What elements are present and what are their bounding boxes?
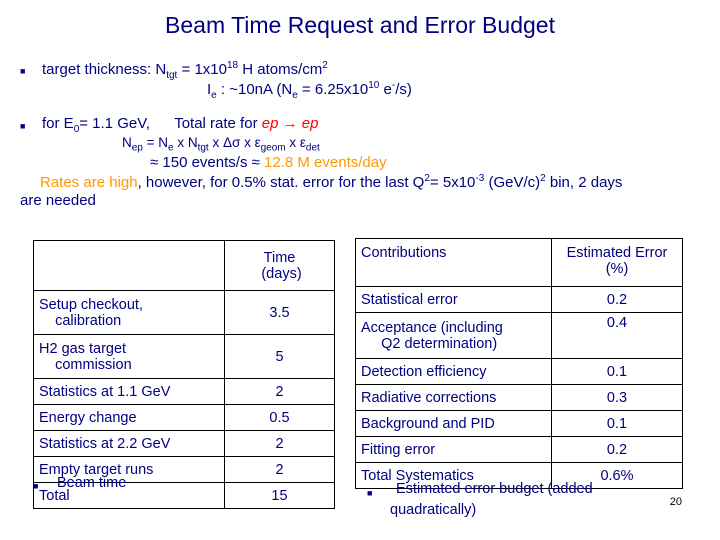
error-row-value: 0.1 bbox=[552, 411, 683, 437]
time-table-corner bbox=[34, 241, 225, 291]
note-line-1: Rates are high, however, for 0.5% stat. error for the last $Q^2= 5x10^{-3}$ $(GeV/c)^2$ bin, 2 days bbox=[40, 173, 623, 191]
error-row-value: 0.1 bbox=[552, 359, 683, 385]
error-header: Estimated Error (%) bbox=[552, 239, 683, 287]
beam-time-label: Beam time bbox=[57, 475, 127, 491]
rate-approx: ≈ 150 events/s ≈ 12.8 M events/day bbox=[150, 154, 387, 171]
error-row-label: Acceptance (including Q2 determination) bbox=[356, 313, 552, 359]
contrib-header: Contributions bbox=[356, 239, 552, 287]
error-row-value: 0.6% bbox=[552, 463, 683, 489]
bullet-marker: ■ bbox=[367, 488, 373, 498]
time-row-label: H2 gas target commission bbox=[34, 335, 225, 379]
error-row-label: Total Systematics bbox=[356, 463, 552, 489]
error-row-value: 0.2 bbox=[552, 287, 683, 313]
error-row-label: Statistical error bbox=[356, 287, 552, 313]
time-row-value: 2 bbox=[225, 431, 335, 457]
energy-line: for $E_0= 1.1$ GeV, Total rate for ep → ep bbox=[42, 115, 319, 135]
error-row-value: 0.3 bbox=[552, 385, 683, 411]
time-table bbox=[33, 240, 335, 509]
time-row-label: Setup checkout, calibration bbox=[34, 291, 225, 335]
time-row-value: 2 bbox=[225, 457, 335, 483]
error-table bbox=[355, 238, 683, 489]
bullet-marker: ■ bbox=[20, 121, 26, 131]
time-row-value: 15 bbox=[225, 483, 335, 509]
error-row-value: 0.4 bbox=[552, 313, 683, 359]
rate-formula: $N_{ep} = N_e$ x $N_{tgt}$ x Δσ x $\varepsilon_{geom}$ x $\varepsilon_{det}$ bbox=[122, 135, 320, 154]
time-header: Time (days) bbox=[225, 241, 335, 291]
time-row-value: 3.5 bbox=[225, 291, 335, 335]
time-row-label: Total bbox=[34, 483, 225, 509]
time-row-value: 5 bbox=[225, 335, 335, 379]
time-row-label: Energy change bbox=[34, 405, 225, 431]
bullet-marker: ■ bbox=[20, 66, 26, 76]
time-row-value: 0.5 bbox=[225, 405, 335, 431]
time-row-label: Statistics at 1.1 GeV bbox=[34, 379, 225, 405]
thickness-line: target thickness: $N_{tgt} = 1x10^{18}$ H atoms/$cm^2$ bbox=[42, 60, 328, 81]
error-row-value: 0.2 bbox=[552, 437, 683, 463]
current-line: $I_e$ : ~10nA ($N_e = 6.25x10^{10}$ e-/s) bbox=[207, 80, 412, 101]
bullet-marker: ■ bbox=[33, 481, 39, 491]
error-row-label: Detection efficiency bbox=[356, 359, 552, 385]
error-row-label: Radiative corrections bbox=[356, 385, 552, 411]
page-title: Beam Time Request and Error Budget bbox=[165, 12, 555, 38]
error-budget-label-2: quadratically) bbox=[390, 502, 477, 518]
page-number: 20 bbox=[669, 496, 682, 508]
error-row-label: Background and PID bbox=[356, 411, 552, 437]
time-row-label: Statistics at 2.2 GeV bbox=[34, 431, 225, 457]
error-budget-label: Estimated error budget (added bbox=[396, 481, 593, 497]
time-row-label: Empty target runs bbox=[34, 457, 225, 483]
note-line-2: are needed bbox=[20, 192, 96, 209]
error-row-label: Fitting error bbox=[356, 437, 552, 463]
time-row-value: 2 bbox=[225, 379, 335, 405]
